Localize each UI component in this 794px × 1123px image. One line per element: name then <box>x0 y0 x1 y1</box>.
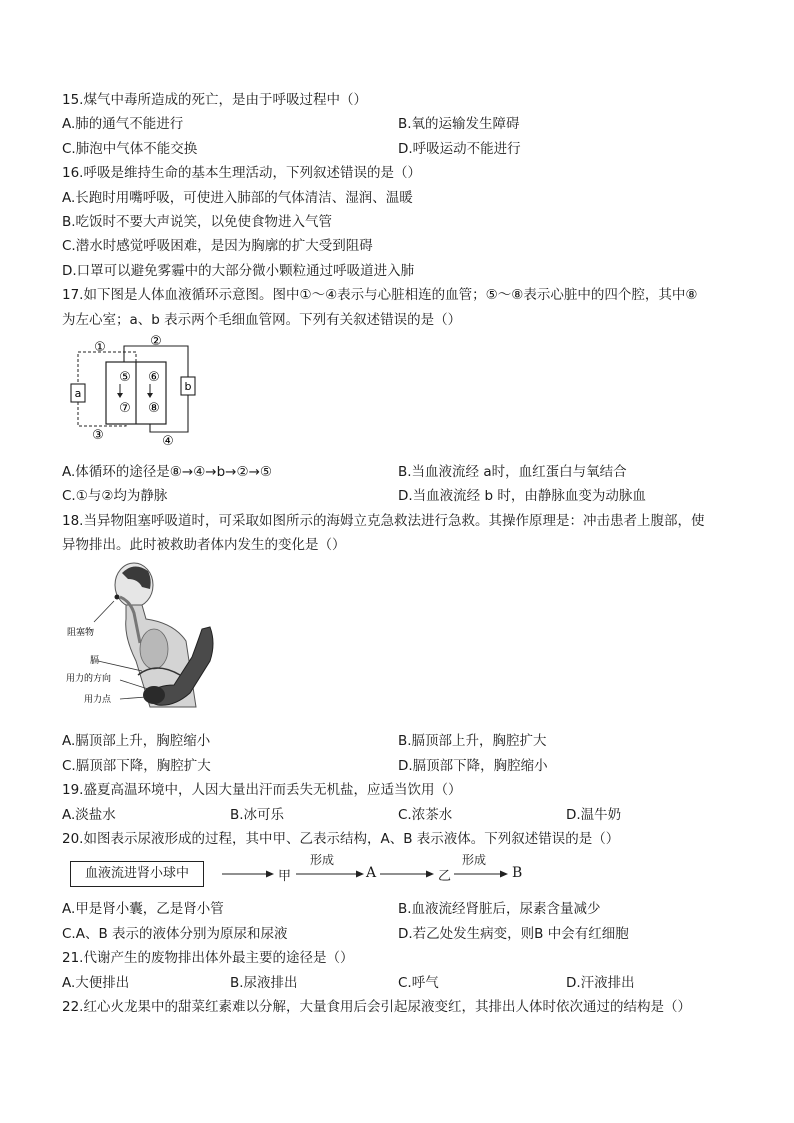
q20-option-b: B.血液流经肾脏后，尿素含量减少 <box>398 901 601 918</box>
q21-option-b: B.尿液排出 <box>230 974 298 991</box>
q20-options-row1 <box>62 897 742 921</box>
q18-stem-line1: 18.当异物阻塞呼吸道时，可采取如图所示的海姆立克急救法进行急救。其操作原理是：冲击患者上腹部，使 <box>62 512 705 529</box>
capillary-a-label: a <box>74 386 82 400</box>
q17-options-row1 <box>62 460 742 484</box>
flow-jia: 甲 <box>278 869 292 885</box>
q22-stem: 22.红心火龙果中的甜菜红素难以分解，大量食用后会引起尿液变红，其排出人体时依次通过的结构是（） <box>62 998 691 1015</box>
q17-stem-line2: 为左心室；a、b 表示两个毛细血管网。下列有关叙述错误的是（） <box>62 311 462 328</box>
flow-liquid-a: A <box>366 865 377 882</box>
q16-option-d: D.口罩可以避免雾霾中的大部分微小颗粒通过呼吸道进入肺 <box>62 262 415 279</box>
flow-yi: 乙 <box>438 869 452 885</box>
q15-options-row1 <box>62 112 742 136</box>
q19-option-c: C.浓茶水 <box>398 806 453 823</box>
heimlich-figure <box>62 557 742 729</box>
q19-option-b: B.冰可乐 <box>230 806 285 823</box>
q15-option-a: A.肺的通气不能进行 <box>62 116 184 133</box>
q15-option-c: C.肺泡中气体不能交换 <box>62 140 198 157</box>
q15-option-b: B.氧的运输发生障碍 <box>398 116 520 133</box>
vessel-1-label: ① <box>94 339 106 355</box>
flow-liquid-b: B <box>512 865 523 882</box>
urine-flow-diagram <box>62 851 742 897</box>
flow-form1: 形成 <box>310 853 335 868</box>
q20-options-row2 <box>62 922 742 946</box>
q17-option-c: C.①与②均为静脉 <box>62 488 168 505</box>
q18-option-d: D.膈顶部下降，胸腔缩小 <box>398 757 548 774</box>
flow-form2: 形成 <box>462 853 487 868</box>
q21-option-a: A.大便排出 <box>62 974 130 991</box>
chamber-6-label: ⑥ <box>148 369 160 385</box>
q19-option-a: A.淡盐水 <box>62 806 116 823</box>
q21-stem: 21.代谢产生的废物排出体外最主要的途径是（） <box>62 950 354 967</box>
q18-stem-line2: 异物排出。此时被救助者体内发生的变化是（） <box>62 537 346 554</box>
q16-option-b: B.吃饭时不要大声说笑，以免使食物进入气管 <box>62 213 333 230</box>
q16-option-c: C.潜水时感觉呼吸困难，是因为胸廓的扩大受到阻碍 <box>62 238 373 255</box>
q17-option-d: D.当血液流经 b 时，由静脉血变为动脉血 <box>398 488 646 505</box>
q20-stem: 20.如图表示尿液形成的过程，其中甲、乙表示结构，A、B 表示液体。下列叙述错误的是（） <box>62 831 620 848</box>
q15-stem: 15.煤气中毒所造成的死亡，是由于呼吸过程中（） <box>62 92 367 108</box>
q18-option-a: A.膈顶部上升，胸腔缩小 <box>62 733 211 750</box>
q19-options-row <box>62 803 742 827</box>
q21-option-c: C.呼气 <box>398 974 439 991</box>
exam-page <box>62 88 742 1019</box>
chamber-8-label: ⑧ <box>148 400 160 416</box>
q16-stem: 16.呼吸是维持生命的基本生理活动，下列叙述错误的是（） <box>62 165 421 182</box>
q21-option-d: D.汗液排出 <box>566 974 635 991</box>
vessel-2-label: ② <box>150 333 162 349</box>
label-blockage: 阻塞物 <box>67 628 95 639</box>
q18-options-row1 <box>62 729 742 753</box>
capillary-b-label: b <box>184 379 192 393</box>
q19-option-d: D.温牛奶 <box>566 806 622 823</box>
q18-options-row2 <box>62 754 742 778</box>
q17-option-a: A.体循环的途径是⑧→④→b→②→⑤ <box>62 463 273 480</box>
label-diaphragm: 膈 <box>90 656 100 667</box>
q21-options-row <box>62 971 742 995</box>
label-force-direction: 用力的方向 <box>66 674 112 685</box>
q20-option-c: C.A、B 表示的液体分别为原尿和尿液 <box>62 925 288 942</box>
vessel-4-label: ④ <box>162 433 174 449</box>
foreign-body <box>115 595 120 600</box>
lung <box>140 629 168 669</box>
vessel-3-label: ③ <box>92 427 104 443</box>
heimlich-figure-svg <box>62 557 222 729</box>
q18-option-b: B.膈顶部上升，胸腔扩大 <box>398 733 547 750</box>
q16-option-a: A.长跑时用嘴呼吸，可使进入肺部的气体清洁、湿润、温暖 <box>62 189 413 206</box>
q17-stem-line1: 17.如下图是人体血液循环示意图。图中①～④表示与心脏相连的血管；⑤～⑧表示心脏中的四个腔，其中⑧ <box>62 287 698 304</box>
q17-option-b: B.当血液流经 a时，血红蛋白与氧结合 <box>398 463 627 480</box>
q15-option-d: D.呼吸运动不能进行 <box>398 140 521 157</box>
q18-option-c: C.膈顶部下降，胸腔扩大 <box>62 757 211 774</box>
chamber-7-label: ⑦ <box>119 400 131 416</box>
chamber-5-label: ⑤ <box>119 369 131 385</box>
circulation-diagram-svg <box>62 332 222 460</box>
label-force-point: 用力点 <box>84 695 112 706</box>
q19-stem: 19.盛夏高温环境中，人因大量出汗而丢失无机盐，应适当饮用（） <box>62 782 462 799</box>
q15-options-row2 <box>62 137 742 161</box>
flow-start-box: 血液流进肾小球中 <box>70 861 204 887</box>
q20-option-d: D.若乙处发生病变，则B 中会有红细胞 <box>398 925 629 942</box>
circulation-diagram <box>62 332 742 460</box>
q20-option-a: A.甲是肾小囊，乙是肾小管 <box>62 901 224 918</box>
q17-options-row2 <box>62 484 742 508</box>
